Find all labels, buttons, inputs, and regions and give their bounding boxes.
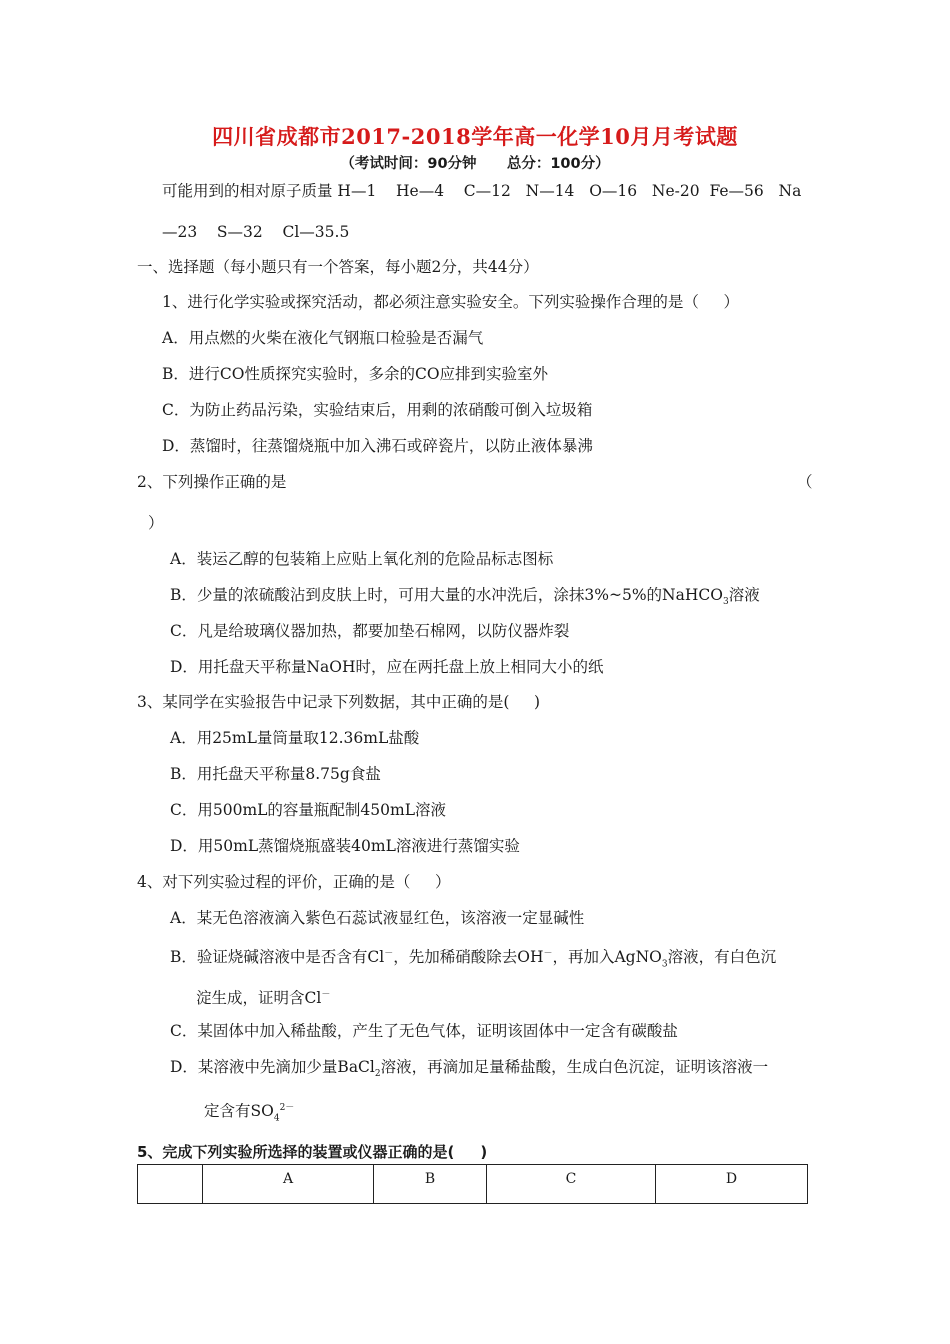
- atomic-masses-line-1: 可能用到的相对原子质量 H—1 He—4 C—12 N—14 O—16 Ne-20 Fe—56 Na: [162, 182, 802, 200]
- question-4-option-d: D．某溶液中先滴加少量BaCl$_2$溶液，再滴加足量稀盐酸，生成白色沉淀，证明该溶液一: [170, 1058, 769, 1080]
- question-2-stem: 2、下列操作正确的是: [137, 473, 287, 491]
- question-1-stem: 1、进行化学实验或探究活动，都必须注意实验安全。下列实验操作合理的是（ ）: [162, 293, 739, 311]
- question-3-stem: 3、某同学在实验报告中记录下列数据，其中正确的是( ): [137, 693, 541, 711]
- table-header-cell: B: [374, 1165, 487, 1204]
- question-5-stem: 5、完成下列实验所选择的装置或仪器正确的是( ): [137, 1143, 488, 1161]
- question-4-option-d-continued: 定含有$SO_4^{2-}$: [204, 1102, 295, 1124]
- table-header-cell: D: [656, 1165, 808, 1204]
- question-2-bracket-close: ）: [148, 514, 164, 532]
- question-4-option-a: A．某无色溶液滴入紫色石蕊试液显红色，该溶液一定显碱性: [170, 909, 585, 927]
- question-2-option-c: C．凡是给玻璃仪器加热，都要加垫石棉网，以防仪器炸裂: [170, 622, 570, 640]
- question-3-option-b: B．用托盘天平称量8.75g食盐: [170, 765, 381, 783]
- question-2-option-b: B．少量的浓硫酸沾到皮肤上时，可用大量的水冲洗后，涂抹3%~5%的NaHCO$_3$溶液: [170, 586, 760, 608]
- question-2-option-d: D．用托盘天平称量NaOH时，应在两托盘上放上相同大小的纸: [170, 658, 604, 676]
- question-1-option-c: C．为防止药品污染，实验结束后，用剩的浓硝酸可倒入垃圾箱: [162, 401, 593, 419]
- exam-subtitle: （考试时间：90分钟 总分：100分）: [340, 156, 610, 172]
- question-4-option-b: B．验证烧碱溶液中是否含有Cl－，先加稀硝酸除去OH－，再加入AgNO$_3$溶液，有白色沉: [170, 948, 777, 970]
- section-heading: 一、选择题（每小题只有一个答案，每小题2分，共44分）: [137, 258, 539, 276]
- question-1-option-d: D．蒸馏时，往蒸馏烧瓶中加入沸石或碎瓷片，以防止液体暴沸: [162, 437, 593, 455]
- question-1-option-a: A．用点燃的火柴在液化气钢瓶口检验是否漏气: [162, 329, 484, 347]
- table-header-cell: A: [203, 1165, 374, 1204]
- atomic-masses-line-2: —23 S—32 Cl—35.5: [162, 223, 350, 241]
- question-3-option-c: C．用500mL的容量瓶配制450mL溶液: [170, 801, 447, 819]
- table-header-cell: C: [487, 1165, 656, 1204]
- question-4-option-c: C．某固体中加入稀盐酸，产生了无色气体，证明该固体中一定含有碳酸盐: [170, 1022, 678, 1040]
- question-2-option-a: A．装运乙醇的包装箱上应贴上氧化剂的危险品标志图标: [170, 550, 554, 568]
- question-2-bracket-open: （: [797, 473, 813, 491]
- exam-title: 四川省成都市2017-2018学年高一化学10月月考试题: [212, 124, 738, 149]
- table-header-row: [138, 1165, 808, 1204]
- table-header-cell: [138, 1165, 203, 1204]
- question-1-option-b: B．进行CO性质探究实验时，多余的CO应排到实验室外: [162, 365, 549, 383]
- question-3-option-a: A．用25mL量筒量取12.36mL盐酸: [170, 729, 420, 747]
- question-4-stem: 4、对下列实验过程的评价，正确的是（ ）: [137, 873, 451, 891]
- question-4-option-b-continued: 淀生成，证明含Cl－: [196, 989, 331, 1008]
- question-5-table: [137, 1164, 808, 1204]
- question-3-option-d: D．用50mL蒸馏烧瓶盛装40mL溶液进行蒸馏实验: [170, 837, 520, 855]
